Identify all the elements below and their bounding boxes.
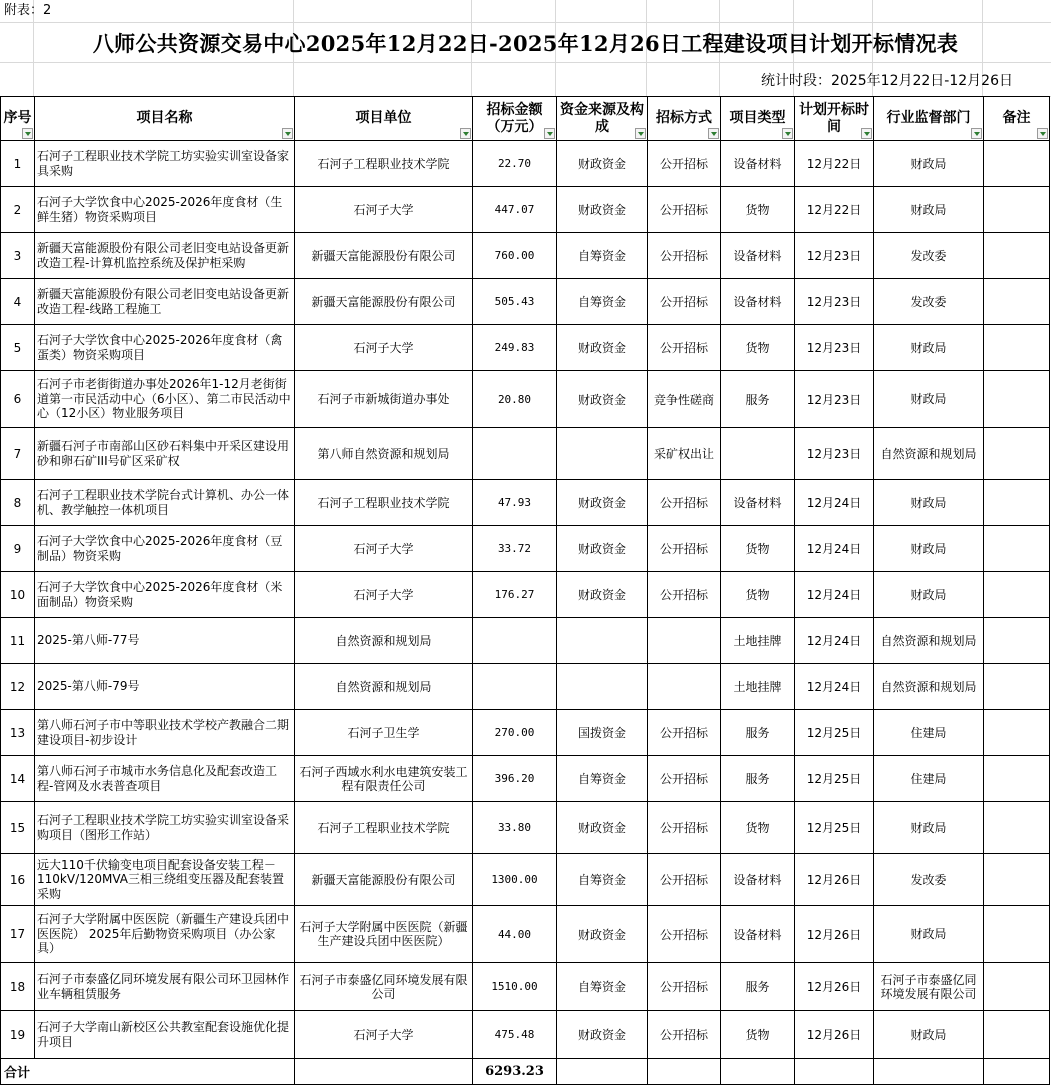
cell-date[interactable]: 12月22日 <box>795 141 874 187</box>
cell-seq[interactable]: 3 <box>1 233 35 279</box>
cell-method[interactable]: 公开招标 <box>648 325 721 371</box>
header-method[interactable] <box>648 97 721 141</box>
cell-date[interactable]: 12月23日 <box>795 279 874 325</box>
header-name-label: 项目名称 <box>136 110 193 126</box>
cell-date[interactable]: 12月25日 <box>795 802 874 854</box>
total-empty-cell[interactable] <box>984 1059 1050 1085</box>
cell-type[interactable]: 设备材料 <box>721 480 795 526</box>
cell-seq[interactable]: 9 <box>1 526 35 572</box>
cell-remark[interactable] <box>984 279 1050 325</box>
cell-dept[interactable]: 发改委 <box>874 279 984 325</box>
cell-dept[interactable]: 财政局 <box>874 906 984 963</box>
cell-remark[interactable] <box>984 141 1050 187</box>
total-empty-cell[interactable] <box>295 1059 473 1085</box>
cell-type[interactable]: 设备材料 <box>721 906 795 963</box>
header-date-label: 计划开标时间 <box>799 101 869 135</box>
cell-type[interactable] <box>721 428 795 480</box>
cell-name[interactable]: 第八师石河子市中等职业技术学校产教融合二期建设项目-初步设计 <box>35 710 295 756</box>
bid-table <box>0 96 1050 1085</box>
cell-remark[interactable] <box>984 428 1050 480</box>
cell-amount[interactable] <box>473 664 557 710</box>
cell-funding[interactable]: 自筹资金 <box>557 963 648 1011</box>
header-funding-label: 资金来源及构成 <box>560 101 644 135</box>
cell-remark[interactable] <box>984 618 1050 664</box>
cell-type[interactable]: 服务 <box>721 371 795 428</box>
cell-name[interactable]: 2025-第八师-77号 <box>35 618 295 664</box>
filter-dropdown-icon[interactable] <box>708 128 719 139</box>
attachment-label: 附表：2 <box>4 3 52 18</box>
header-type-label: 项目类型 <box>729 110 786 126</box>
cell-name[interactable]: 石河子工程职业技术学院工坊实验实训室设备采购项目（图形工作站） <box>35 802 295 854</box>
cell-seq[interactable]: 15 <box>1 802 35 854</box>
cell-unit[interactable]: 石河子大学 <box>295 572 473 618</box>
cell-date[interactable]: 12月23日 <box>795 325 874 371</box>
cell-amount[interactable]: 33.72 <box>473 526 557 572</box>
header-seq-label: 序号 <box>3 110 32 126</box>
cell-unit[interactable]: 石河子西域水利水电建筑安装工程有限责任公司 <box>295 756 473 802</box>
cell-type[interactable]: 货物 <box>721 325 795 371</box>
header-name[interactable] <box>35 97 295 141</box>
table-row <box>1 664 1050 710</box>
cell-method[interactable]: 采矿权出让 <box>648 428 721 480</box>
cell-dept[interactable]: 财政局 <box>874 1011 984 1059</box>
cell-date[interactable]: 12月23日 <box>795 233 874 279</box>
cell-name[interactable]: 石河子工程职业技术学院台式计算机、办公一体机、教学触控一体机项目 <box>35 480 295 526</box>
cell-dept[interactable]: 财政局 <box>874 187 984 233</box>
cell-method[interactable]: 公开招标 <box>648 187 721 233</box>
cell-amount[interactable]: 270.00 <box>473 710 557 756</box>
cell-date[interactable]: 12月26日 <box>795 1011 874 1059</box>
cell-funding[interactable] <box>557 428 648 480</box>
cell-type[interactable]: 设备材料 <box>721 233 795 279</box>
header-funding[interactable] <box>557 97 648 141</box>
cell-remark[interactable] <box>984 572 1050 618</box>
table-row <box>1 802 1050 854</box>
cell-unit[interactable]: 石河子市新城街道办事处 <box>295 371 473 428</box>
cell-type[interactable]: 服务 <box>721 756 795 802</box>
cell-dept[interactable]: 财政局 <box>874 325 984 371</box>
total-empty-cell[interactable] <box>721 1059 795 1085</box>
cell-amount[interactable]: 47.93 <box>473 480 557 526</box>
filter-dropdown-icon[interactable] <box>1037 128 1048 139</box>
cell-unit[interactable]: 自然资源和规划局 <box>295 618 473 664</box>
cell-type[interactable]: 土地挂牌 <box>721 618 795 664</box>
table-row <box>1 428 1050 480</box>
filter-dropdown-icon[interactable] <box>282 128 293 139</box>
cell-unit[interactable]: 新疆天富能源股份有限公司 <box>295 233 473 279</box>
header-type[interactable] <box>721 97 795 141</box>
cell-seq[interactable]: 14 <box>1 756 35 802</box>
cell-funding[interactable]: 财政资金 <box>557 572 648 618</box>
cell-name[interactable]: 石河子市泰盛亿同环境发展有限公司环卫园林作业车辆租赁服务 <box>35 963 295 1011</box>
cell-method[interactable]: 公开招标 <box>648 756 721 802</box>
cell-amount[interactable]: 760.00 <box>473 233 557 279</box>
cell-remark[interactable] <box>984 756 1050 802</box>
cell-unit[interactable]: 石河子大学 <box>295 187 473 233</box>
cell-unit[interactable]: 第八师自然资源和规划局 <box>295 428 473 480</box>
cell-funding[interactable]: 自筹资金 <box>557 854 648 906</box>
cell-date[interactable]: 12月24日 <box>795 480 874 526</box>
cell-funding[interactable]: 财政资金 <box>557 526 648 572</box>
cell-date[interactable]: 12月25日 <box>795 756 874 802</box>
filter-dropdown-icon[interactable] <box>22 128 33 139</box>
cell-amount[interactable]: 44.00 <box>473 906 557 963</box>
header-seq[interactable] <box>1 97 35 141</box>
total-empty-cell[interactable] <box>648 1059 721 1085</box>
cell-name[interactable]: 石河子市老街街道办事处2026年1-12月老街街道第一市民活动中心（6小区）、第二市民活动中心（12小区）物业服务项目 <box>35 371 295 428</box>
cell-funding[interactable]: 财政资金 <box>557 480 648 526</box>
cell-date[interactable]: 12月26日 <box>795 906 874 963</box>
cell-type[interactable]: 货物 <box>721 802 795 854</box>
cell-type[interactable]: 货物 <box>721 572 795 618</box>
period-row[interactable] <box>0 62 1051 97</box>
cell-type[interactable]: 货物 <box>721 526 795 572</box>
cell-seq[interactable]: 2 <box>1 187 35 233</box>
cell-name[interactable]: 第八师石河子市城市水务信息化及配套改造工程-管网及水表普查项目 <box>35 756 295 802</box>
header-unit-label: 项目单位 <box>355 110 412 126</box>
cell-type[interactable]: 服务 <box>721 963 795 1011</box>
cell-method[interactable] <box>648 664 721 710</box>
cell-funding[interactable]: 国拨资金 <box>557 710 648 756</box>
cell-dept[interactable]: 住建局 <box>874 710 984 756</box>
cell-dept[interactable]: 财政局 <box>874 141 984 187</box>
cell-funding[interactable]: 自筹资金 <box>557 756 648 802</box>
cell-amount[interactable] <box>473 618 557 664</box>
cell-unit[interactable]: 新疆天富能源股份有限公司 <box>295 279 473 325</box>
cell-unit[interactable]: 石河子大学 <box>295 1011 473 1059</box>
cell-method[interactable] <box>648 618 721 664</box>
cell-funding[interactable]: 财政资金 <box>557 141 648 187</box>
cell-seq[interactable]: 19 <box>1 1011 35 1059</box>
cell-dept[interactable]: 发改委 <box>874 233 984 279</box>
cell-seq[interactable]: 10 <box>1 572 35 618</box>
cell-unit[interactable]: 石河子大学附属中医医院（新疆生产建设兵团中医医院） <box>295 906 473 963</box>
table-row <box>1 1011 1050 1059</box>
cell-type[interactable]: 货物 <box>721 187 795 233</box>
cell-method[interactable]: 公开招标 <box>648 710 721 756</box>
cell-seq[interactable]: 12 <box>1 664 35 710</box>
cell-remark[interactable] <box>984 906 1050 963</box>
header-date[interactable] <box>795 97 874 141</box>
cell-dept[interactable]: 发改委 <box>874 854 984 906</box>
table-row <box>1 187 1050 233</box>
cell-date[interactable]: 12月26日 <box>795 963 874 1011</box>
cell-unit[interactable]: 石河子大学 <box>295 526 473 572</box>
cell-dept[interactable]: 财政局 <box>874 526 984 572</box>
cell-seq[interactable]: 13 <box>1 710 35 756</box>
cell-method[interactable]: 公开招标 <box>648 854 721 906</box>
cell-dept[interactable]: 石河子市泰盛亿同环境发展有限公司 <box>874 963 984 1011</box>
cell-funding[interactable]: 财政资金 <box>557 802 648 854</box>
period-text: 统计时段：2025年12月22日-12月26日 <box>761 73 1013 89</box>
cell-unit[interactable]: 石河子大学 <box>295 325 473 371</box>
table-row <box>1 906 1050 963</box>
cell-type[interactable]: 土地挂牌 <box>721 664 795 710</box>
cell-amount[interactable]: 20.80 <box>473 371 557 428</box>
header-dept-label: 行业监督部门 <box>886 110 971 126</box>
cell-name[interactable]: 石河子大学饮食中心2025-2026年度食材（禽蛋类）物资采购项目 <box>35 325 295 371</box>
cell-unit[interactable]: 石河子卫生学 <box>295 710 473 756</box>
cell-remark[interactable] <box>984 480 1050 526</box>
cell-funding[interactable] <box>557 664 648 710</box>
cell-method[interactable]: 公开招标 <box>648 802 721 854</box>
cell-name[interactable]: 石河子大学附属中医医院（新疆生产建设兵团中医医院） 2025年后勤物资采购项目（办公家具） <box>35 906 295 963</box>
table-row <box>1 756 1050 802</box>
cell-remark[interactable] <box>984 233 1050 279</box>
cell-method[interactable]: 公开招标 <box>648 963 721 1011</box>
cell-seq[interactable]: 17 <box>1 906 35 963</box>
cell-method[interactable]: 公开招标 <box>648 233 721 279</box>
table-row <box>1 141 1050 187</box>
cell-funding[interactable]: 财政资金 <box>557 187 648 233</box>
cell-name[interactable]: 石河子工程职业技术学院工坊实验实训室设备家具采购 <box>35 141 295 187</box>
header-dept[interactable] <box>874 97 984 141</box>
cell-funding[interactable]: 财政资金 <box>557 906 648 963</box>
cell-amount[interactable] <box>473 428 557 480</box>
cell-dept[interactable]: 财政局 <box>874 802 984 854</box>
cell-method[interactable]: 公开招标 <box>648 480 721 526</box>
cell-name[interactable]: 石河子大学饮食中心2025-2026年度食材（豆制品）物资采购 <box>35 526 295 572</box>
cell-name[interactable]: 新疆天富能源股份有限公司老旧变电站设备更新改造工程-计算机监控系统及保护柜采购 <box>35 233 295 279</box>
table-row <box>1 526 1050 572</box>
cell-funding[interactable]: 自筹资金 <box>557 233 648 279</box>
cell-amount[interactable]: 475.48 <box>473 1011 557 1059</box>
cell-date[interactable]: 12月22日 <box>795 187 874 233</box>
cell-dept[interactable]: 住建局 <box>874 756 984 802</box>
cell-seq[interactable]: 5 <box>1 325 35 371</box>
cell-amount[interactable]: 1510.00 <box>473 963 557 1011</box>
cell-unit[interactable]: 石河子工程职业技术学院 <box>295 141 473 187</box>
cell-dept[interactable]: 财政局 <box>874 371 984 428</box>
cell-method[interactable]: 公开招标 <box>648 1011 721 1059</box>
cell-amount[interactable]: 176.27 <box>473 572 557 618</box>
page-title[interactable]: 八师公共资源交易中心2025年12月22日-2025年12月26日工程建设项目计划开标情况表 <box>0 22 1051 63</box>
cell-dept[interactable]: 自然资源和规划局 <box>874 428 984 480</box>
cell-remark[interactable] <box>984 371 1050 428</box>
header-method-label: 招标方式 <box>656 110 712 126</box>
cell-method[interactable]: 公开招标 <box>648 141 721 187</box>
cell-seq[interactable]: 11 <box>1 618 35 664</box>
table-row <box>1 233 1050 279</box>
total-empty-cell[interactable] <box>795 1059 874 1085</box>
cell-date[interactable]: 12月23日 <box>795 428 874 480</box>
cell-seq[interactable]: 8 <box>1 480 35 526</box>
cell-remark[interactable] <box>984 854 1050 906</box>
total-row <box>1 1059 1050 1085</box>
cell-dept[interactable]: 财政局 <box>874 572 984 618</box>
cell-amount[interactable]: 22.70 <box>473 141 557 187</box>
filter-dropdown-icon[interactable] <box>544 128 555 139</box>
cell-remark[interactable] <box>984 710 1050 756</box>
cell-amount[interactable]: 249.83 <box>473 325 557 371</box>
cell-date[interactable]: 12月25日 <box>795 710 874 756</box>
cell-amount[interactable]: 447.07 <box>473 187 557 233</box>
table-row <box>1 572 1050 618</box>
cell-method[interactable]: 竞争性磋商 <box>648 371 721 428</box>
cell-funding[interactable]: 财政资金 <box>557 1011 648 1059</box>
cell-date[interactable]: 12月24日 <box>795 664 874 710</box>
cell-type[interactable]: 设备材料 <box>721 279 795 325</box>
total-amount[interactable]: 6293.23 <box>473 1059 557 1085</box>
cell-unit[interactable]: 新疆天富能源股份有限公司 <box>295 854 473 906</box>
cell-date[interactable]: 12月24日 <box>795 526 874 572</box>
filter-dropdown-icon[interactable] <box>971 128 982 139</box>
header-amount[interactable] <box>473 97 557 141</box>
cell-remark[interactable] <box>984 187 1050 233</box>
cell-unit[interactable]: 自然资源和规划局 <box>295 664 473 710</box>
cell-date[interactable]: 12月24日 <box>795 618 874 664</box>
header-remark[interactable] <box>984 97 1050 141</box>
cell-amount[interactable]: 396.20 <box>473 756 557 802</box>
total-empty-cell[interactable] <box>874 1059 984 1085</box>
cell-remark[interactable] <box>984 1011 1050 1059</box>
cell-funding[interactable]: 自筹资金 <box>557 279 648 325</box>
table-header-row <box>1 97 1050 141</box>
table-row <box>1 710 1050 756</box>
cell-type[interactable]: 设备材料 <box>721 141 795 187</box>
table-row <box>1 480 1050 526</box>
cell-method[interactable]: 公开招标 <box>648 526 721 572</box>
cell-dept[interactable]: 自然资源和规划局 <box>874 618 984 664</box>
cell-seq[interactable]: 7 <box>1 428 35 480</box>
filter-dropdown-icon[interactable] <box>782 128 793 139</box>
cell-seq[interactable]: 16 <box>1 854 35 906</box>
cell-remark[interactable] <box>984 664 1050 710</box>
cell-seq[interactable]: 18 <box>1 963 35 1011</box>
cell-amount[interactable]: 33.80 <box>473 802 557 854</box>
cell-funding[interactable]: 财政资金 <box>557 371 648 428</box>
cell-method[interactable]: 公开招标 <box>648 906 721 963</box>
header-unit[interactable] <box>295 97 473 141</box>
table-body <box>1 141 1050 1085</box>
cell-type[interactable]: 设备材料 <box>721 854 795 906</box>
table-row <box>1 371 1050 428</box>
cell-type[interactable]: 货物 <box>721 1011 795 1059</box>
cell-date[interactable]: 12月23日 <box>795 371 874 428</box>
table-row <box>1 279 1050 325</box>
table-row <box>1 618 1050 664</box>
cell-name[interactable]: 石河子大学饮食中心2025-2026年度食材（生鲜生猪）物资采购项目 <box>35 187 295 233</box>
cell-method[interactable]: 公开招标 <box>648 279 721 325</box>
header-remark-label: 备注 <box>1002 110 1031 126</box>
table-row <box>1 963 1050 1011</box>
header-amount-label: 招标金额（万元） <box>486 101 543 135</box>
cell-amount[interactable]: 1300.00 <box>473 854 557 906</box>
filter-dropdown-icon[interactable] <box>635 128 646 139</box>
cell-method[interactable]: 公开招标 <box>648 572 721 618</box>
table-row <box>1 854 1050 906</box>
cell-name[interactable]: 新疆石河子市南部山区砂石料集中开采区建设用砂和卵石矿III号矿区采矿权 <box>35 428 295 480</box>
cell-dept[interactable]: 自然资源和规划局 <box>874 664 984 710</box>
cell-name[interactable]: 石河子大学南山新校区公共教室配套设施优化提升项目 <box>35 1011 295 1059</box>
cell-type[interactable]: 服务 <box>721 710 795 756</box>
table-row <box>1 325 1050 371</box>
cell-name[interactable]: 2025-第八师-79号 <box>35 664 295 710</box>
attachment-row[interactable] <box>0 0 1051 23</box>
cell-remark[interactable] <box>984 802 1050 854</box>
cell-remark[interactable] <box>984 963 1050 1011</box>
cell-unit[interactable]: 石河子工程职业技术学院 <box>295 802 473 854</box>
cell-name[interactable]: 远大110千伏输变电项目配套设备安装工程－110kV/120MVA三相三绕组变压器及配套装置采购 <box>35 854 295 906</box>
total-empty-cell[interactable] <box>557 1059 648 1085</box>
cell-unit[interactable]: 石河子工程职业技术学院 <box>295 480 473 526</box>
cell-seq[interactable]: 1 <box>1 141 35 187</box>
filter-dropdown-icon[interactable] <box>861 128 872 139</box>
cell-name[interactable]: 石河子大学饮食中心2025-2026年度食材（米面制品）物资采购 <box>35 572 295 618</box>
cell-remark[interactable] <box>984 526 1050 572</box>
cell-unit[interactable]: 石河子市泰盛亿同环境发展有限公司 <box>295 963 473 1011</box>
cell-seq[interactable]: 4 <box>1 279 35 325</box>
cell-remark[interactable] <box>984 325 1050 371</box>
cell-date[interactable]: 12月24日 <box>795 572 874 618</box>
filter-dropdown-icon[interactable] <box>460 128 471 139</box>
total-label[interactable]: 合计 <box>1 1059 295 1085</box>
cell-amount[interactable]: 505.43 <box>473 279 557 325</box>
cell-dept[interactable]: 财政局 <box>874 480 984 526</box>
cell-name[interactable]: 新疆天富能源股份有限公司老旧变电站设备更新改造工程-线路工程施工 <box>35 279 295 325</box>
cell-funding[interactable] <box>557 618 648 664</box>
cell-seq[interactable]: 6 <box>1 371 35 428</box>
cell-funding[interactable]: 财政资金 <box>557 325 648 371</box>
cell-date[interactable]: 12月26日 <box>795 854 874 906</box>
